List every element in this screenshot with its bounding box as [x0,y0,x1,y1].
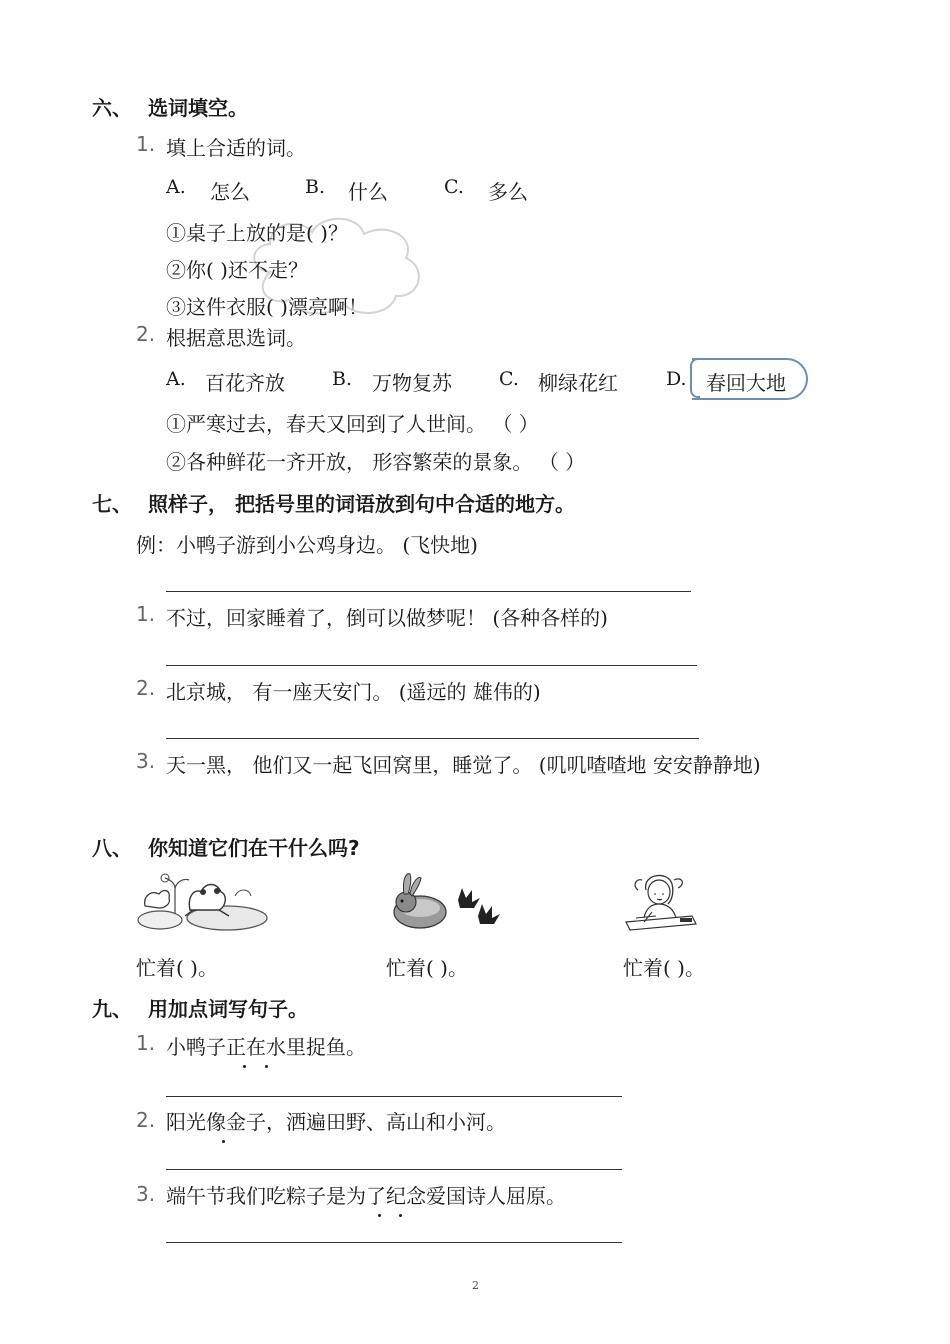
section-9-number: 九、 [92,997,132,1021]
option-text: 怎么 [210,180,250,204]
activity-blank[interactable]: 忙着( )。 [136,956,218,980]
answer-line[interactable] [166,738,699,739]
activity-blank[interactable]: 忙着( )。 [623,956,705,980]
option-text: 多么 [488,180,528,204]
question-number: 1. [136,132,156,156]
sentence-text: 北京城， 有一座天安门。 (遥远的 雄伟的) [166,680,541,704]
choice-item: ①严寒过去，春天又回到了人世间。 （ ） [166,412,539,436]
section-6-heading: 选词填空。 [148,96,248,120]
section-6-number: 六、 [92,96,132,120]
option-key: A. [166,368,186,390]
fill-blank-item: ①桌子上放的是( )？ [166,221,348,245]
page-number: 2 [472,1279,479,1292]
choice-item: ②各种鲜花一齐开放， 形容繁荣的景象。 （ ） [166,450,586,474]
emphasis-dot [243,1065,246,1068]
question-number: 2. [136,1108,156,1132]
section-8-heading: 你知道它们在干什么吗? [148,836,360,860]
question-prompt: 填上合适的词。 [166,136,306,160]
fill-blank-item: ②你( )还不走？ [166,258,308,282]
option-text: 柳绿花红 [538,371,618,395]
option-key: B. [305,176,326,198]
answer-line[interactable] [166,1242,622,1243]
option-key: D. [666,368,687,390]
sentence-text: 天一黑， 他们又一起飞回窝里，睡觉了。 (叽叽喳喳地 安安静静地) [166,753,761,777]
section-8-number: 八、 [92,836,132,860]
section-7-number: 七、 [92,492,132,516]
emphasis-dot [222,1140,225,1143]
frog-pond-image [135,866,270,936]
sentence-text: 不过，回家睡着了，倒可以做梦呢！ (各种各样的) [166,606,608,630]
question-number: 1. [136,602,156,626]
option-text: 春回大地 [706,371,786,395]
activity-blank[interactable]: 忙着( )。 [386,956,468,980]
question-number: 3. [136,1182,156,1206]
answer-line[interactable] [166,591,691,592]
option-key: B. [332,368,353,390]
option-text: 什么 [348,180,388,204]
fill-blank-item: ③这件衣服( )漂亮啊！ [166,295,368,319]
emphasis-dot [265,1065,268,1068]
rabbit-image [388,868,503,934]
emphasis-dot [378,1214,381,1217]
answer-line[interactable] [166,1096,622,1097]
option-text: 百花齐放 [205,371,285,395]
question-number: 1. [136,1031,156,1055]
emphasis-dot [399,1214,402,1217]
option-key: A. [166,176,186,198]
option-text: 万物复苏 [372,371,452,395]
sentence-text: 阳光像金子，洒遍田野、高山和小河。 [166,1110,506,1134]
question-number: 3. [136,749,156,773]
answer-line[interactable] [166,665,697,666]
question-number: 2. [136,322,156,346]
sentence-text: 小鸭子正在水里捉鱼。 [166,1035,366,1059]
question-prompt: 根据意思选词。 [166,326,306,350]
option-key: C. [444,176,464,198]
girl-writing-image [622,866,700,936]
option-key: C. [499,368,519,390]
section-9-heading: 用加点词写句子。 [148,997,308,1021]
section-7-heading: 照样子， 把括号里的词语放到句中合适的地方。 [148,492,575,516]
answer-line[interactable] [166,1169,622,1170]
sentence-text: 端午节我们吃粽子是为了纪念爱国诗人屈原。 [166,1184,566,1208]
example-sentence: 例：小鸭子游到小公鸡身边。 (飞快地) [136,533,478,557]
question-number: 2. [136,676,156,700]
